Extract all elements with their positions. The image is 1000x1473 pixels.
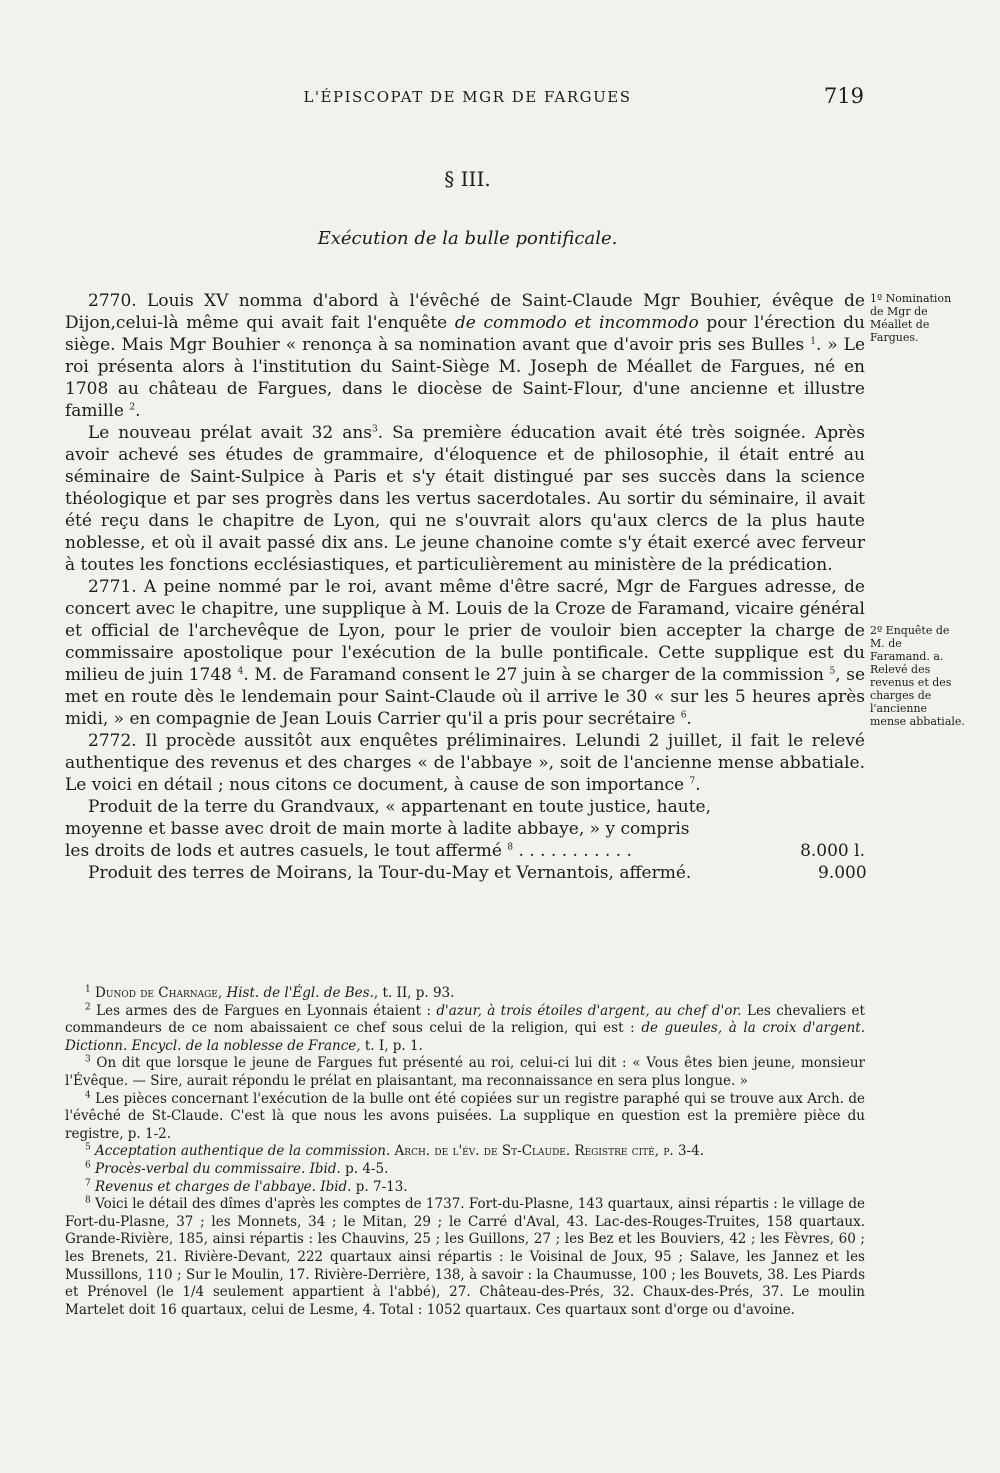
note-ref: 8 xyxy=(507,842,514,853)
main-text xyxy=(65,290,865,884)
note-ref: 4 xyxy=(237,666,244,677)
note-ref: 2 xyxy=(129,402,136,413)
paragraph-2772: 2772. Il procède aussitôt aux enquêtes préliminaires. Lelundi 2 juillet, il fait le relevé authentique des revenus et des charges « de l'abbaye », soit de l'ancienne mense abbatiale. Le voici en détail ; nous citons ce document, à cause de son importance $^7$. xyxy=(65,731,865,795)
footnote: $^4$ Les pièces concernant l'exécution de la bulle ont été copiées sur un registre paraphé qui se trouve aux Arch. de l'évêché de St-Claude. C'est là que nous les avons puisées. La supplique en question est la première pièce du registre, p. 1-2. xyxy=(65,1090,865,1142)
revenue-ledger xyxy=(65,796,865,884)
ledger-amount: 8.000 l. xyxy=(800,841,865,861)
ledger-line: Produit de la terre du Grandvaux, « appartenant en toute justice, haute, xyxy=(88,797,712,817)
paragraph-2771: 2771. A peine nommé par le roi, avant même d'être sacré, Mgr de Fargues adresse, de concert avec le chapitre, une supplique à M. Louis de la Croze de Faramand, vicaire général et official de l'archevêque de Lyon, pour le prier de vouloir bien accepter la charge de commissaire apostolique pour l'exécution de la bulle pontificale. Cette supplique est du milieu de juin 1748 $^4$. M. de Faramand consent le 27 juin à se charger de la commission $^5$, se met en route dès le lendemain pour Saint-Claude où il arrive le 30 « sur les 5 heures après midi, » en compagnie de Jean Louis Carrier qu'il a pris pour secrétaire $^6$. xyxy=(65,577,866,729)
note-ref: 1 xyxy=(810,336,816,347)
header-title: L'ÉPISCOPAT DE MGR DE FARGUES xyxy=(303,88,632,106)
page-number: 719 xyxy=(823,84,864,108)
margin-note-nomination: 1º Nomination de Mgr de Méallet de Fargues. xyxy=(870,292,952,344)
ledger-row: les droits de lods et autres casuels, le tout affermé $^8$ . . . . . . . . . . . 8.000 l. xyxy=(65,841,865,861)
footnote: $^3$ On dit que lorsque le jeune de Fargues fut présenté au roi, celui-ci lui dit : « Vous êtes bien jeune, monsieur l'Évêque. — Sire, aurait répondu le prélat en plaisantant, ma reconnaissance en sera plus longue. » xyxy=(65,1054,866,1089)
paragraph-2770: 2770. Louis XV nomma d'abord à l'évêché de Saint-Claude Mgr Bouhier, évêque de Dijon,celui-là même qui avait fait l'enquête de commodo et incommodo pour l'érection du siège. Mais Mgr Bouhier « renonça à sa nomination avant que d'avoir pris ses Bulles $^1$. » Le roi présenta alors à l'institution du Saint-Siège M. Joseph de Méallet de Fargues, né en 1708 au château de Fargues, dans le diocèse de Saint-Flour, d'une ancienne et illustre famille $^2$. xyxy=(65,291,866,421)
section-subtitle: Exécution de la bulle pontificale. xyxy=(317,228,618,249)
note-ref: 6 xyxy=(680,710,687,721)
note-ref: 5 xyxy=(829,666,836,677)
footnote: $^5$ Acceptation authentique de la commission. Arch. de l'év. de St-Claude. Registre cité, p. 3-4. xyxy=(85,1142,704,1160)
note-ref: 3 xyxy=(372,424,378,435)
footnote: $^1$ Dunod de Charnage, Hist. de l'Égl. de Bes., t. II, p. 93. xyxy=(85,984,455,1001)
footnote: $^6$ Procès-verbal du commissaire. Ibid. p. 4-5. xyxy=(85,1160,389,1177)
footnote: $^8$ Voici le détail des dîmes d'après les comptes de 1737. Fort-du-Plasne, 143 quartaux, ainsi répartis : le village de Fort-du-Plasne, 37 ; les Monnets, 34 ; le Mitan, 29 ; le Carré d'Aval, 43. Lac-des-Rouges-Truites, 158 quartaux. Grande-Rivière, 185, ainsi répartis : les Chauvins, 25 ; les Guillons, 27 ; les Bez et les Bouviers, 42 ; les Fèvres, 60 ; les Brenets, 21. Rivière-Devant, 222 quartaux ainsi répartis : le Voisinal de Joux, 95 ; Salave, les Jannez et les Mussillons, 110 ; Sur le Moulin, 17. Rivière-Derrière, 138, à savoir : la Chaumusse, 100 ; les Bouvets, 38. Les Piards et Prénovel (le 1/4 seulement appartient à l'abbé), 27. Château-des-Prés, 32. Chaux-des-Prés, 37. Le moulin Martelet doit 16 quartaux, celui de Lesme, 4. Total : 1052 quartaux. Ces quartaux sont d'orge ou d'avoine. xyxy=(65,1195,866,1318)
ledger-line: moyenne et basse avec droit de main morte à ladite abbaye, » y compris xyxy=(65,819,690,839)
paragraph-prelat: Le nouveau prélat avait 32 ans$^3$. Sa première éducation avait été très soignée. Après avoir achevé ses études de grammaire, d'éloquence et de philosophie, il était entré au séminaire de Saint-Sulpice à Paris et s'y était distingué par ses succès dans la science théologique et par ses progrès dans les vertus sacerdotales. Au sortir du séminaire, il avait été reçu dans le chapitre de Lyon, qui ne s'ouvrait alors qu'aux clercs de la plus haute noblesse, et où il avait passé dix ans. Le jeune chanoine comte s'y était exercé avec ferveur à toutes les fonctions ecclésiastiques, et particulièrement au ministère de la prédication. xyxy=(65,423,865,575)
footnotes xyxy=(65,985,865,1319)
ledger-amount: 9.000 xyxy=(818,863,867,883)
footnote: $^2$ Les armes des de Fargues en Lyonnais étaient : d'azur, à trois étoiles d'argent, au chef d'or. Les chevaliers et commandeurs de ce nom abaissaient ce chef sous celui de la religion, qui est : de gueules, à la croix d'argent. Dictionn. Encycl. de la noblesse de France, t. I, p. 1. xyxy=(65,1002,865,1054)
ledger-row: Produit des terres de Moirans, la Tour-du-May et Vernantois, affermé. 9.000 xyxy=(88,863,867,883)
section-mark: § III. xyxy=(444,167,491,191)
footnote: $^7$ Revenus et charges de l'abbaye. Ibid. p. 7-13. xyxy=(85,1178,408,1195)
note-ref: 7 xyxy=(689,776,696,787)
margin-note-enquete: 2º Enquête de M. de Faramand. a. Relevé des revenus et des charges de l'ancienne mense abbatiale. xyxy=(870,624,965,728)
